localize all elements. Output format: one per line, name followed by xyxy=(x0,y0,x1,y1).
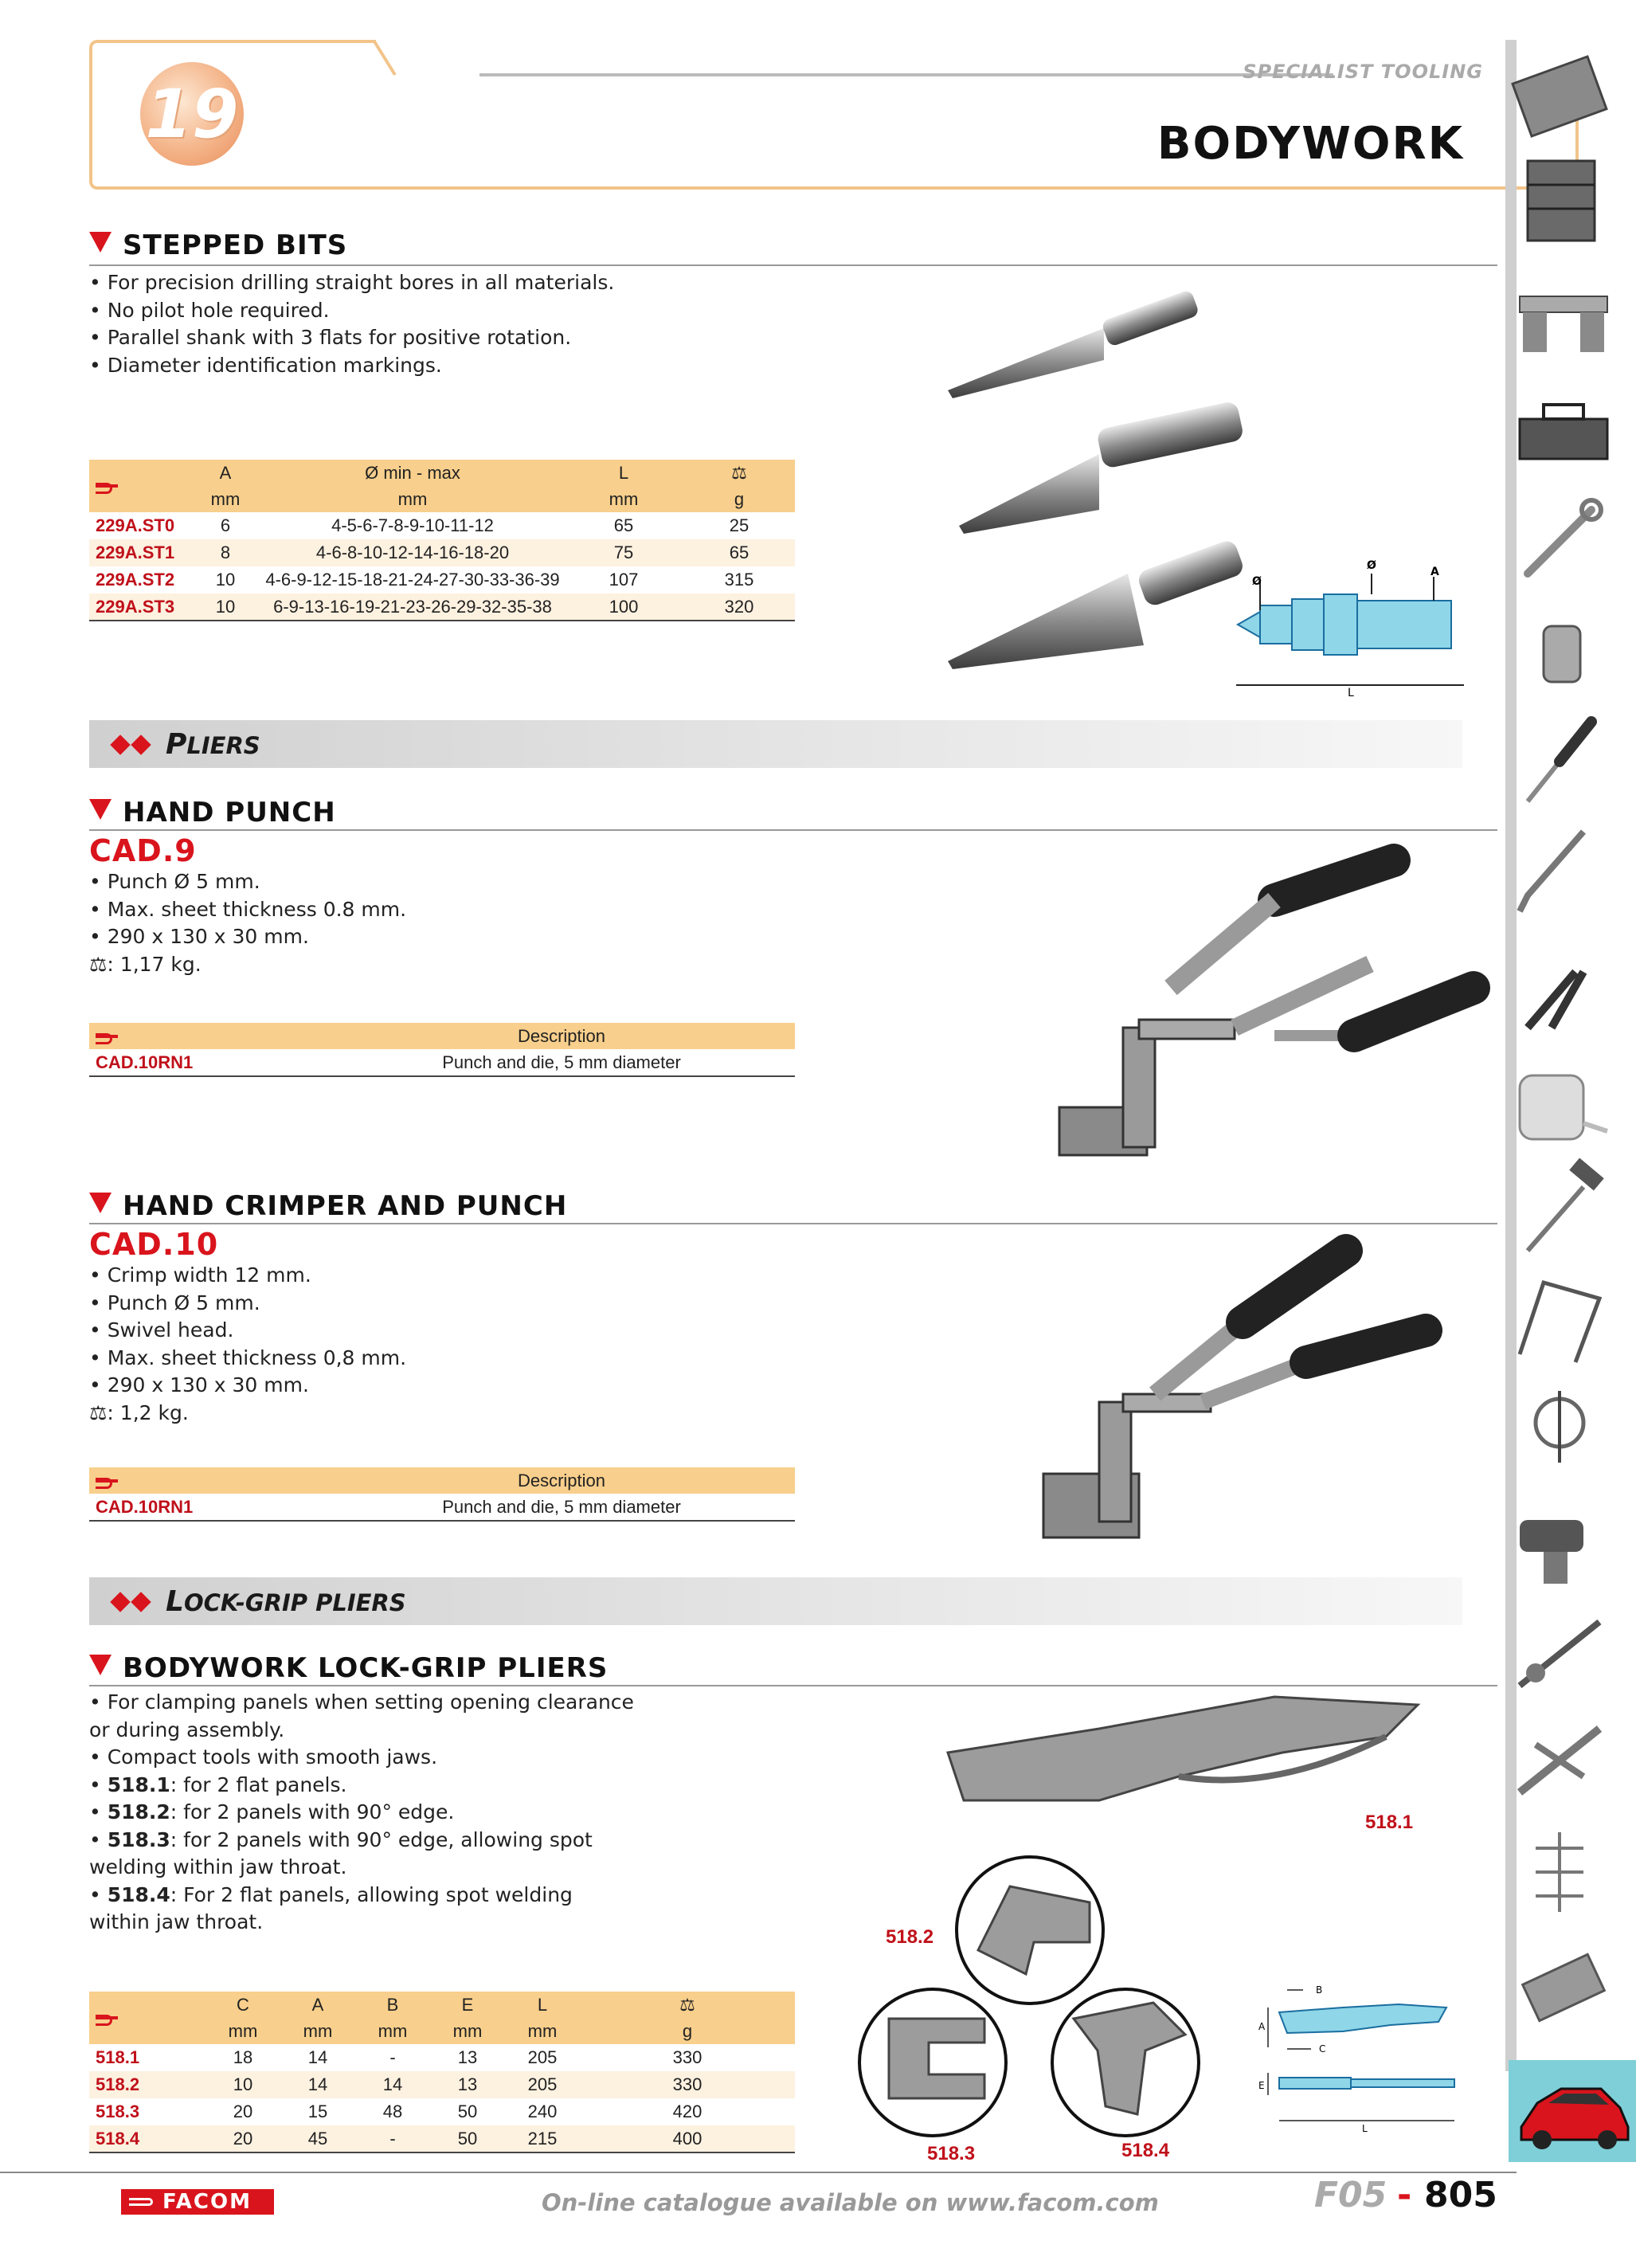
product-ref[interactable]: 518.4 xyxy=(89,2125,205,2152)
car-icon xyxy=(1513,2071,1631,2151)
table-cell: 50 xyxy=(457,2102,478,2121)
diagram-label: E xyxy=(1258,2080,1265,2091)
page-separator: - xyxy=(1397,2175,1412,2215)
diagram-label: B xyxy=(1316,1984,1323,1996)
table-cell: 205 xyxy=(527,2047,558,2067)
feature-item: • 518.4: For 2 flat panels, allowing spot welding xyxy=(89,1882,573,1906)
table-cell: 205 xyxy=(505,2071,580,2098)
table-cell: 330 xyxy=(672,2047,703,2067)
table-unit-row xyxy=(89,486,795,512)
column-unit: mm xyxy=(280,2018,355,2044)
product-ref[interactable]: 229A.ST3 xyxy=(89,593,190,621)
table-row xyxy=(89,1049,795,1076)
triangle-bullet-icon xyxy=(89,1193,112,1213)
diamond-icon xyxy=(131,734,151,754)
footer-link-text[interactable]: On-line catalogue available on www.facom.com xyxy=(542,2189,1159,2216)
feature-item: ⚖: 1,17 kg. xyxy=(89,952,202,976)
image-caption: 518.2 xyxy=(886,1926,934,1948)
product-ref[interactable]: 229A.ST1 xyxy=(89,539,190,566)
table-cell: 6-9-13-16-19-21-23-26-29-32-35-38 xyxy=(261,593,564,621)
jaw-detail-518-4 xyxy=(1050,1987,1201,2138)
table-cell: 10 xyxy=(205,2071,280,2098)
table-cell: 240 xyxy=(527,2102,558,2121)
table-cell: 65 xyxy=(683,539,795,566)
product-ref[interactable]: 518.3 xyxy=(96,2102,140,2121)
table-cell: 75 xyxy=(564,539,683,566)
hand-crimper-features xyxy=(89,1262,406,1427)
hand-punch-image xyxy=(1035,844,1497,1179)
screwdriver-icon[interactable] xyxy=(1512,714,1614,801)
table-cell: Punch and die, 5 mm diameter xyxy=(328,1049,795,1076)
section-rule xyxy=(89,1223,1497,1224)
weight-icon: ⚖ xyxy=(580,1992,795,2018)
column-unit: mm xyxy=(190,486,261,512)
chapter-number: 19 xyxy=(145,75,239,153)
category-title: PLIERS xyxy=(166,728,260,761)
tool-set-icon[interactable] xyxy=(1512,53,1614,140)
tape-measure-icon[interactable] xyxy=(1512,1067,1614,1155)
model-number: CAD.9 xyxy=(89,833,197,868)
feature-item: • Compact tools with smooth jaws. xyxy=(89,1745,438,1769)
header-bottom-rule xyxy=(376,186,1580,190)
hand-crimper-image xyxy=(1035,1235,1450,1561)
feature-item: • 518.3: for 2 panels with 90° edge, allowing spot xyxy=(89,1827,593,1851)
feature-item: or during assembly. xyxy=(89,1718,285,1741)
footer-rule xyxy=(0,2172,1517,2173)
column-unit: g xyxy=(683,486,795,512)
table-header-row xyxy=(89,460,795,486)
table-header-row xyxy=(89,1992,795,2018)
table-row xyxy=(89,539,795,566)
column-header: E xyxy=(430,1992,505,2018)
impact-wrench-icon[interactable] xyxy=(1512,1504,1614,1592)
triangle-bullet-icon xyxy=(89,232,112,253)
table-row xyxy=(89,1494,795,1521)
feature-item: • Parallel shank with 3 flats for positive rotation. xyxy=(89,326,572,349)
page-number: 805 xyxy=(1424,2175,1497,2215)
table-row xyxy=(89,566,795,593)
column-header: B xyxy=(355,1992,430,2018)
table-cell: 315 xyxy=(724,570,754,590)
facom-logo-mark xyxy=(129,2198,153,2206)
model-number: CAD.10 xyxy=(89,1227,219,1262)
table-row xyxy=(89,2071,795,2098)
stepped-bit-image-medium xyxy=(956,406,1258,534)
feature-item: • Swivel head. xyxy=(89,1318,234,1342)
column-header: L xyxy=(564,460,683,486)
hex-key-icon[interactable] xyxy=(1512,824,1614,911)
stepped-bit-image-small xyxy=(945,271,1231,398)
diagram-label: A xyxy=(1431,566,1439,578)
image-caption: 518.4 xyxy=(1121,2140,1170,2161)
feature-item: • 290 x 130 x 30 mm. xyxy=(89,925,309,948)
stepped-bits-table xyxy=(89,460,795,621)
hand-punch-features xyxy=(89,868,406,978)
diagram-label: C xyxy=(1319,2043,1326,2055)
table-cell: 4-5-6-7-8-9-10-11-12 xyxy=(331,515,494,535)
table-row xyxy=(89,2044,795,2071)
stepped-bit-image-large xyxy=(945,542,1263,677)
column-unit: g xyxy=(580,2018,795,2044)
table-cell: 10 xyxy=(215,570,236,590)
column-header: A xyxy=(280,1992,355,2018)
product-ref[interactable]: 518.1 xyxy=(96,2047,140,2067)
section-hand-crimper: HAND CRIMPER AND PUNCH xyxy=(89,1190,567,1222)
column-header: C xyxy=(205,1992,280,2018)
product-ref[interactable]: 229A.ST2 xyxy=(96,570,175,590)
hand-punch-table xyxy=(89,1023,795,1077)
electronics-icon[interactable] xyxy=(1512,1944,1614,2031)
stepped-bit-diagram xyxy=(1236,558,1475,701)
table-cell: 14 xyxy=(307,2047,328,2067)
page-header xyxy=(89,40,1499,190)
jaw-detail-518-2 xyxy=(954,1855,1106,2006)
pliers-icon[interactable] xyxy=(1512,940,1614,1028)
puller-icon[interactable] xyxy=(1512,1383,1614,1471)
weight-icon: ⚖ xyxy=(683,460,795,486)
diamond-icon xyxy=(131,1592,151,1612)
product-ref[interactable]: 518.2 xyxy=(89,2071,205,2098)
table-cell: 18 xyxy=(233,2047,253,2067)
table-cell: 8 xyxy=(190,539,261,566)
display-stand-icon[interactable] xyxy=(1512,1824,1614,1912)
reference-icon xyxy=(96,480,118,492)
section-stepped-bits: STEPPED BITS xyxy=(89,229,347,261)
image-caption: 518.1 xyxy=(1365,1812,1414,1833)
column-unit: mm xyxy=(261,486,564,512)
column-header: Description xyxy=(328,1467,795,1494)
wrench-icon[interactable] xyxy=(1512,494,1614,582)
table-cell: 215 xyxy=(505,2125,580,2152)
saw-icon[interactable] xyxy=(1512,1275,1614,1362)
hand-crimper-table xyxy=(89,1467,795,1522)
sidebar-item-bodywork-active[interactable] xyxy=(1509,2060,1636,2162)
page-title: BODYWORK xyxy=(1157,118,1464,170)
table-cell: 6 xyxy=(220,515,231,535)
table-row xyxy=(89,2098,795,2125)
diagram-label: Ø xyxy=(1252,575,1262,588)
reference-icon xyxy=(96,2012,118,2023)
table-cell: 13 xyxy=(457,2047,478,2067)
aircraft-icon[interactable] xyxy=(1512,1713,1614,1800)
column-header: A xyxy=(190,460,261,486)
jaw-detail-518-3 xyxy=(857,1987,1008,2138)
section-hand-punch: HAND PUNCH xyxy=(89,797,336,828)
table-cell: 45 xyxy=(280,2125,355,2152)
feature-item: welding within jaw throat. xyxy=(89,1855,347,1878)
column-unit: mm xyxy=(564,486,683,512)
feature-item: • Punch Ø 5 mm. xyxy=(89,870,260,893)
stepped-bits-features xyxy=(89,269,614,379)
facom-logo: FACOM xyxy=(121,2189,274,2215)
feature-item: • For clamping panels when setting opening clearance xyxy=(89,1690,634,1714)
lock-grip-table xyxy=(89,1992,795,2153)
lock-grip-diagram xyxy=(1239,1984,1462,2135)
header-slant-line xyxy=(374,40,398,80)
table-cell: 10 xyxy=(190,593,261,621)
feature-item: within jaw throat. xyxy=(89,1910,264,1933)
table-row xyxy=(89,2125,795,2152)
category-band-lock-grip xyxy=(89,1577,1462,1625)
section-rule xyxy=(89,1685,1497,1686)
table-row xyxy=(89,593,795,621)
diagram-label: L xyxy=(1348,687,1354,699)
feature-item: • 518.2: for 2 panels with 90° edge. xyxy=(89,1800,455,1823)
table-row xyxy=(89,512,795,539)
lock-grip-features xyxy=(89,1689,634,1937)
column-unit: mm xyxy=(430,2018,505,2044)
diagram-label: A xyxy=(1258,2021,1266,2032)
table-cell: 25 xyxy=(729,515,750,535)
header-tag: SPECIALIST TOOLING xyxy=(1243,61,1483,83)
feature-item: • Crimp width 12 mm. xyxy=(89,1263,311,1287)
diamond-icon xyxy=(110,1592,130,1612)
feature-item: • For precision drilling straight bores in all materials. xyxy=(89,271,615,294)
table-cell: 50 xyxy=(430,2125,505,2152)
table-cell: 13 xyxy=(430,2071,505,2098)
table-cell: 400 xyxy=(580,2125,795,2152)
table-cell: 4-6-9-12-15-18-21-24-27-30-33-36-39 xyxy=(265,570,560,590)
feature-item: • Diameter identification markings. xyxy=(89,353,442,377)
column-unit: mm xyxy=(355,2018,430,2044)
table-cell: 14 xyxy=(280,2071,355,2098)
tool-box-icon[interactable] xyxy=(1512,387,1614,475)
section-rule xyxy=(89,264,1497,266)
table-cell: 65 xyxy=(613,515,634,535)
lock-grip-plier-image xyxy=(940,1689,1434,1832)
section-rule xyxy=(89,829,1497,831)
product-ref[interactable]: CAD.10RN1 xyxy=(89,1049,328,1076)
feature-item: • 290 x 130 x 30 mm. xyxy=(89,1373,309,1396)
diagram-label: Ø xyxy=(1367,559,1376,572)
catalogue-code: F05 xyxy=(1314,2175,1387,2215)
hammer-icon[interactable] xyxy=(1512,1163,1614,1251)
feature-item: ⚖: 1,2 kg. xyxy=(89,1400,189,1424)
image-caption: 518.3 xyxy=(927,2143,976,2164)
column-unit: mm xyxy=(205,2018,280,2044)
feature-item: • Max. sheet thickness 0.8 mm. xyxy=(89,897,407,921)
product-ref[interactable]: CAD.10RN1 xyxy=(89,1494,328,1521)
table-cell: 320 xyxy=(683,593,795,621)
column-unit: mm xyxy=(505,2018,580,2044)
header-rule xyxy=(479,73,1333,76)
feature-item: • No pilot hole required. xyxy=(89,298,330,322)
table-cell: Punch and die, 5 mm diameter xyxy=(328,1494,795,1521)
table-cell: 15 xyxy=(307,2102,328,2121)
table-cell: 420 xyxy=(672,2102,703,2121)
feature-item: • 518.1: for 2 flat panels. xyxy=(89,1772,347,1796)
diagram-label: L xyxy=(1362,2123,1368,2134)
reference-icon xyxy=(96,1475,118,1487)
triangle-bullet-icon xyxy=(89,1655,112,1675)
table-cell: 48 xyxy=(382,2102,403,2121)
table-cell: 20 xyxy=(233,2102,253,2121)
triangle-bullet-icon xyxy=(89,799,112,820)
torque-wrench-icon[interactable] xyxy=(1512,1606,1614,1694)
table-cell: 14 xyxy=(355,2071,430,2098)
reference-icon xyxy=(96,1031,118,1042)
category-band-pliers xyxy=(89,720,1462,768)
socket-icon[interactable] xyxy=(1512,610,1614,698)
roller-cabinet-icon[interactable] xyxy=(1512,158,1614,245)
diamond-icon xyxy=(110,734,130,754)
section-lock-grip: BODYWORK LOCK-GRIP PLIERS xyxy=(89,1652,608,1684)
table-cell: - xyxy=(355,2125,430,2152)
table-cell: 20 xyxy=(205,2125,280,2152)
column-header: L xyxy=(505,1992,580,2018)
feature-item: • Max. sheet thickness 0,8 mm. xyxy=(89,1346,407,1369)
workbench-icon[interactable] xyxy=(1512,280,1614,368)
table-cell: 100 xyxy=(564,593,683,621)
category-title: LOCK-GRIP PLIERS xyxy=(166,1585,406,1618)
column-header: Description xyxy=(328,1023,795,1049)
column-header: Ø min - max xyxy=(261,460,564,486)
product-ref[interactable]: 229A.ST0 xyxy=(96,515,175,535)
table-cell: - xyxy=(389,2047,396,2067)
feature-item: • Punch Ø 5 mm. xyxy=(89,1291,260,1314)
table-cell: 107 xyxy=(609,570,639,590)
table-cell: 4-6-8-10-12-14-16-18-20 xyxy=(261,539,564,566)
table-cell: 330 xyxy=(580,2071,795,2098)
